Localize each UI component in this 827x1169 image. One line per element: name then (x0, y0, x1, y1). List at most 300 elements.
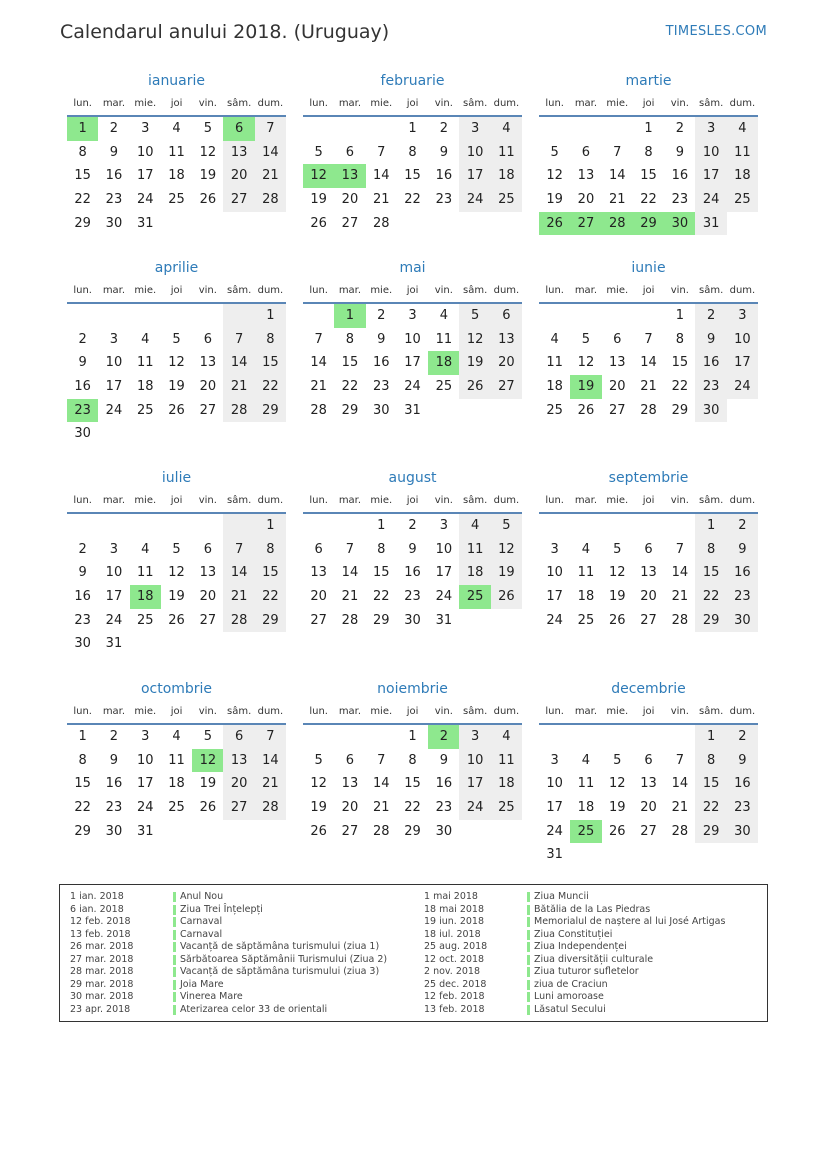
empty-cell (303, 514, 334, 538)
day-cell: 2 (695, 304, 726, 328)
day-cell: 28 (640, 402, 657, 418)
day-cell: 30 (695, 399, 726, 423)
weekday-label: mar. (338, 495, 362, 506)
weekday-label: joi (406, 285, 419, 296)
legend-color-marker (173, 905, 176, 915)
weekday-header (303, 280, 522, 304)
day-cell: 11 (459, 538, 490, 562)
day-cell: 11 (168, 144, 185, 160)
day-cell: 25 (136, 612, 154, 628)
day-cell: 30 (105, 215, 123, 231)
weekday-label: lun. (73, 706, 92, 717)
day-cell: 15 (671, 355, 689, 371)
day-cell: 17 (105, 379, 123, 395)
weekday-label: joi (170, 495, 183, 506)
empty-cell (161, 304, 192, 328)
day-cell: 19 (199, 168, 217, 184)
day-cell: 12 (310, 776, 327, 792)
day-cell: 19 (168, 379, 185, 395)
day-cell: 21 (671, 800, 689, 816)
weekday-label: vin. (434, 706, 453, 717)
weekday-label: mie. (606, 706, 629, 717)
legend-date: 12 feb. 2018 (424, 991, 485, 1002)
weekday-label: mie. (134, 706, 157, 717)
empty-cell (303, 304, 334, 328)
empty-cell (130, 304, 161, 328)
weekday-label: lun. (73, 98, 92, 109)
day-cell: 16 (372, 355, 390, 371)
day-cell: 4 (491, 725, 522, 749)
day-cell: 25 (491, 796, 522, 820)
day-cell: 13 (310, 565, 327, 581)
day-cell: 12 (546, 168, 563, 184)
weekday-label: lun. (309, 495, 328, 506)
day-cell: 20 (491, 351, 522, 375)
month-decembrie (539, 679, 758, 867)
weekday-label: vin. (670, 98, 689, 109)
day-cell: 11 (491, 141, 522, 165)
weekday-label: mar. (102, 285, 126, 296)
weekday-label: sâm. (463, 285, 488, 296)
day-cell: 18 (727, 164, 758, 188)
weekday-label: mie. (606, 98, 629, 109)
day-cell: 10 (435, 541, 453, 557)
weekday-label: dum. (493, 706, 520, 717)
legend-date: 25 dec. 2018 (424, 978, 487, 990)
day-cell: 31 (435, 612, 453, 628)
day-cell: 31 (546, 847, 563, 863)
day-cell: 10 (136, 144, 154, 160)
day-cell: 14 (372, 776, 390, 792)
day-cell: 18 (577, 800, 595, 816)
day-cell: 5 (172, 331, 181, 347)
holiday-day-cell: 2 (428, 725, 459, 749)
empty-cell (539, 514, 570, 538)
day-cell: 30 (105, 823, 123, 839)
day-cell: 10 (459, 749, 490, 773)
day-cell: 31 (105, 636, 123, 652)
legend-holiday-name: Anul Nou (180, 891, 224, 902)
day-cell: 5 (613, 752, 622, 768)
brand-link[interactable]: TIMESLES.COM (665, 24, 767, 39)
weekday-label: lun. (545, 98, 564, 109)
weekday-label: lun. (309, 98, 328, 109)
weekday-label: vin. (198, 98, 217, 109)
empty-cell (633, 304, 664, 328)
weekday-label: mar. (574, 495, 598, 506)
month-name: februarie (380, 73, 445, 89)
weekday-label: dum. (257, 706, 284, 717)
day-cell: 21 (341, 589, 359, 605)
day-cell: 23 (695, 375, 726, 399)
weekday-label: mie. (370, 285, 393, 296)
day-cell: 7 (377, 144, 386, 160)
day-cell: 20 (199, 379, 217, 395)
day-cell: 27 (608, 402, 626, 418)
day-cell: 17 (404, 355, 421, 371)
day-cell: 21 (310, 379, 327, 395)
day-cell: 28 (255, 796, 286, 820)
legend-color-marker (527, 917, 530, 927)
legend-color-marker (527, 930, 530, 940)
legend-date: 2 nov. 2018 (424, 966, 480, 977)
month-name: ianuarie (147, 73, 206, 89)
weekday-header (67, 490, 286, 514)
day-cell: 9 (78, 355, 87, 371)
empty-cell (98, 514, 129, 538)
day-cell: 8 (675, 331, 684, 347)
day-cell: 11 (577, 565, 595, 581)
day-cell: 4 (581, 752, 591, 768)
weekday-label: lun. (545, 706, 564, 717)
holiday-day-cell: 6 (223, 117, 254, 141)
empty-cell (223, 304, 254, 328)
day-cell: 20 (608, 379, 626, 395)
day-cell: 24 (695, 188, 726, 212)
weekday-label: joi (642, 98, 655, 109)
day-cell: 21 (608, 192, 626, 208)
day-cell: 13 (341, 776, 359, 792)
day-cell: 5 (203, 121, 212, 136)
month-name: martie (625, 73, 672, 89)
weekday-label: mar. (338, 98, 362, 109)
day-cell: 16 (727, 772, 758, 796)
day-cell: 3 (459, 117, 490, 141)
empty-cell (334, 514, 365, 538)
weekday-header (303, 701, 522, 725)
day-cell: 11 (491, 749, 522, 773)
day-cell: 4 (172, 121, 181, 136)
day-cell: 28 (223, 609, 254, 633)
day-cell: 20 (640, 800, 657, 816)
day-cell: 3 (695, 117, 726, 141)
weekday-label: joi (170, 98, 183, 109)
legend-holiday-name: Ziua tuturor sufletelor (534, 966, 639, 977)
day-cell: 3 (141, 121, 150, 136)
day-cell: 24 (404, 379, 421, 395)
weekday-label: lun. (309, 285, 328, 296)
day-cell: 19 (168, 589, 185, 605)
legend-date: 13 feb. 2018 (70, 928, 131, 940)
day-cell: 27 (223, 188, 254, 212)
weekday-label: joi (642, 495, 655, 506)
holiday-day-cell: 18 (428, 351, 459, 375)
holiday-day-cell: 18 (130, 585, 161, 609)
day-cell: 23 (74, 612, 91, 628)
weekday-label: dum. (729, 706, 756, 717)
month-noiembrie (303, 679, 522, 843)
day-cell: 21 (372, 800, 390, 816)
day-cell: 22 (695, 796, 726, 820)
legend-holiday-name: Carnaval (180, 916, 223, 927)
legend-holiday-name: Vinerea Mare (180, 991, 243, 1002)
day-cell: 9 (109, 752, 119, 768)
day-cell: 10 (546, 776, 563, 792)
day-cell: 7 (377, 752, 386, 768)
month-name: august (388, 470, 437, 486)
legend-color-marker (173, 992, 176, 1002)
weekday-label: mie. (134, 285, 157, 296)
day-cell: 18 (459, 561, 490, 585)
day-cell: 1 (255, 514, 286, 538)
day-cell: 30 (404, 612, 421, 628)
weekday-label: sâm. (227, 495, 252, 506)
day-cell: 30 (372, 402, 390, 418)
legend-holiday-name: Bătălia de la Las Piedras (534, 903, 651, 915)
empty-cell (334, 725, 365, 749)
month-mai (303, 258, 522, 422)
weekday-label: mie. (370, 98, 393, 109)
holiday-day-cell: 1 (67, 117, 98, 141)
day-cell: 21 (255, 164, 286, 188)
day-cell: 14 (310, 355, 327, 371)
day-cell: 25 (727, 188, 758, 212)
day-cell: 22 (404, 192, 421, 208)
weekday-label: mie. (370, 495, 393, 506)
empty-cell (67, 304, 98, 328)
day-cell: 17 (546, 589, 563, 605)
day-cell: 4 (581, 541, 591, 557)
day-cell: 13 (491, 328, 522, 352)
day-cell: 15 (404, 168, 421, 184)
legend-date: 19 iun. 2018 (424, 916, 485, 927)
day-cell: 4 (172, 729, 181, 744)
day-cell: 26 (608, 823, 626, 839)
day-cell: 14 (255, 141, 286, 165)
day-cell: 14 (255, 749, 286, 773)
day-grid (303, 117, 522, 235)
weekday-label: mie. (606, 495, 629, 506)
day-cell: 10 (695, 141, 726, 165)
day-cell: 7 (314, 331, 323, 347)
day-cell: 3 (141, 729, 150, 744)
legend-holiday-name: Ziua Trei Înțelepți (180, 903, 263, 915)
legend-color-marker (173, 917, 176, 927)
weekday-label: sâm. (227, 285, 252, 296)
day-cell: 17 (546, 800, 563, 816)
day-cell: 16 (105, 168, 123, 184)
day-cell: 29 (404, 823, 421, 839)
day-cell: 26 (608, 612, 626, 628)
holiday-legend (59, 884, 768, 1022)
day-cell: 29 (255, 399, 286, 423)
weekday-label: mie. (370, 706, 393, 717)
day-grid (303, 304, 522, 422)
legend-color-marker (173, 942, 176, 952)
empty-cell (98, 304, 129, 328)
legend-date: 29 mar. 2018 (70, 978, 134, 990)
day-cell: 5 (581, 331, 591, 347)
day-cell: 13 (199, 565, 217, 581)
holiday-day-cell: 13 (334, 164, 365, 188)
day-cell: 1 (255, 304, 286, 328)
weekday-label: dum. (257, 285, 284, 296)
day-cell: 14 (608, 168, 626, 184)
legend-date: 12 oct. 2018 (424, 953, 485, 965)
day-cell: 6 (581, 144, 591, 160)
day-cell: 31 (404, 402, 421, 418)
day-cell: 9 (109, 144, 119, 160)
empty-cell (570, 725, 601, 749)
day-cell: 11 (136, 565, 154, 581)
day-cell: 15 (74, 776, 91, 792)
day-cell: 1 (78, 729, 87, 744)
day-cell: 23 (105, 800, 123, 816)
weekday-label: mar. (574, 285, 598, 296)
holiday-day-cell: 12 (303, 164, 334, 188)
day-cell: 29 (255, 609, 286, 633)
day-cell: 6 (314, 541, 323, 557)
legend-holiday-name: Lăsatul Secului (534, 1003, 606, 1015)
day-cell: 14 (671, 565, 689, 581)
weekday-label: dum. (729, 285, 756, 296)
day-cell: 3 (439, 518, 448, 533)
weekday-label: vin. (198, 285, 217, 296)
weekday-header (539, 93, 758, 117)
day-cell: 28 (341, 612, 359, 628)
day-cell: 1 (695, 514, 726, 538)
holiday-day-cell: 19 (570, 375, 601, 399)
legend-holiday-name: Carnaval (180, 928, 223, 940)
day-cell: 9 (439, 752, 448, 768)
legend-color-marker (173, 955, 176, 965)
month-octombrie (67, 679, 286, 843)
day-cell: 16 (105, 776, 123, 792)
day-cell: 16 (74, 379, 91, 395)
holiday-day-cell: 25 (459, 585, 490, 609)
empty-cell (570, 117, 601, 141)
day-cell: 9 (727, 749, 758, 773)
day-cell: 12 (577, 355, 595, 371)
day-cell: 12 (168, 565, 185, 581)
day-cell: 1 (644, 121, 653, 136)
legend-date: 27 mar. 2018 (70, 953, 134, 965)
day-cell: 21 (372, 192, 390, 208)
weekday-label: lun. (73, 285, 92, 296)
legend-date: 18 mai 2018 (424, 903, 485, 915)
day-cell: 22 (255, 585, 286, 609)
day-grid (303, 725, 522, 843)
day-cell: 4 (141, 541, 150, 557)
holiday-day-cell: 1 (334, 304, 365, 328)
day-cell: 12 (491, 538, 522, 562)
weekday-label: dum. (729, 98, 756, 109)
month-name: iulie (161, 470, 192, 486)
weekday-label: vin. (434, 495, 453, 506)
weekday-header (67, 93, 286, 117)
day-grid (539, 117, 758, 235)
day-cell: 8 (408, 752, 417, 768)
day-cell: 22 (74, 192, 91, 208)
legend-date: 1 ian. 2018 (70, 891, 124, 902)
weekday-label: joi (642, 706, 655, 717)
day-cell: 14 (372, 168, 390, 184)
day-cell: 2 (377, 308, 386, 323)
day-cell: 27 (640, 823, 657, 839)
weekday-header (303, 93, 522, 117)
day-cell: 14 (671, 776, 689, 792)
weekday-label: mie. (134, 98, 157, 109)
empty-cell (570, 304, 601, 328)
day-cell: 7 (675, 541, 684, 557)
day-cell: 3 (459, 725, 490, 749)
day-cell: 19 (608, 589, 626, 605)
legend-holiday-name: Ziua Constituției (534, 928, 613, 940)
day-grid (539, 514, 758, 632)
weekday-label: joi (406, 98, 419, 109)
day-cell: 21 (223, 585, 254, 609)
day-cell: 16 (695, 351, 726, 375)
day-cell: 31 (695, 212, 726, 236)
day-cell: 24 (105, 402, 123, 418)
day-cell: 15 (695, 772, 726, 796)
day-cell: 1 (675, 308, 684, 323)
day-cell: 21 (671, 589, 689, 605)
legend-color-marker (527, 1005, 530, 1015)
day-cell: 3 (727, 304, 758, 328)
day-cell: 14 (341, 565, 359, 581)
day-cell: 11 (168, 752, 185, 768)
legend-color-marker (173, 967, 176, 977)
empty-cell (602, 725, 633, 749)
day-cell: 25 (168, 192, 185, 208)
weekday-label: mar. (574, 706, 598, 717)
day-grid (67, 725, 286, 843)
day-cell: 2 (78, 541, 87, 557)
day-cell: 20 (640, 589, 657, 605)
day-cell: 5 (203, 729, 212, 744)
day-cell: 15 (695, 561, 726, 585)
day-cell: 18 (491, 164, 522, 188)
month-name: mai (399, 260, 426, 276)
month-ianuarie (67, 71, 286, 235)
legend-color-marker (527, 905, 530, 915)
day-cell: 23 (372, 379, 390, 395)
day-cell: 29 (74, 215, 91, 231)
day-cell: 8 (695, 538, 726, 562)
day-cell: 24 (459, 796, 490, 820)
day-grid (303, 514, 522, 632)
weekday-label: joi (642, 285, 655, 296)
day-cell: 20 (341, 800, 359, 816)
day-cell: 4 (141, 331, 150, 347)
weekday-label: dum. (257, 98, 284, 109)
day-cell: 6 (644, 541, 653, 557)
legend-date: 26 mar. 2018 (70, 941, 134, 952)
day-cell: 25 (546, 402, 563, 418)
day-cell: 24 (136, 192, 154, 208)
day-cell: 26 (310, 823, 327, 839)
legend-color-marker (173, 980, 176, 990)
day-cell: 17 (459, 772, 490, 796)
day-cell: 21 (223, 375, 254, 399)
month-name: decembrie (611, 681, 686, 697)
day-cell: 24 (105, 612, 123, 628)
holiday-day-cell: 12 (192, 749, 223, 773)
weekday-label: vin. (670, 706, 689, 717)
day-cell: 7 (644, 331, 653, 347)
day-cell: 23 (727, 585, 758, 609)
empty-cell (130, 514, 161, 538)
empty-cell (664, 725, 695, 749)
day-cell: 20 (223, 164, 254, 188)
day-cell: 15 (255, 351, 286, 375)
day-cell: 28 (223, 399, 254, 423)
day-cell: 15 (74, 168, 91, 184)
day-cell: 5 (491, 514, 522, 538)
day-cell: 22 (372, 589, 390, 605)
day-cell: 17 (459, 164, 490, 188)
